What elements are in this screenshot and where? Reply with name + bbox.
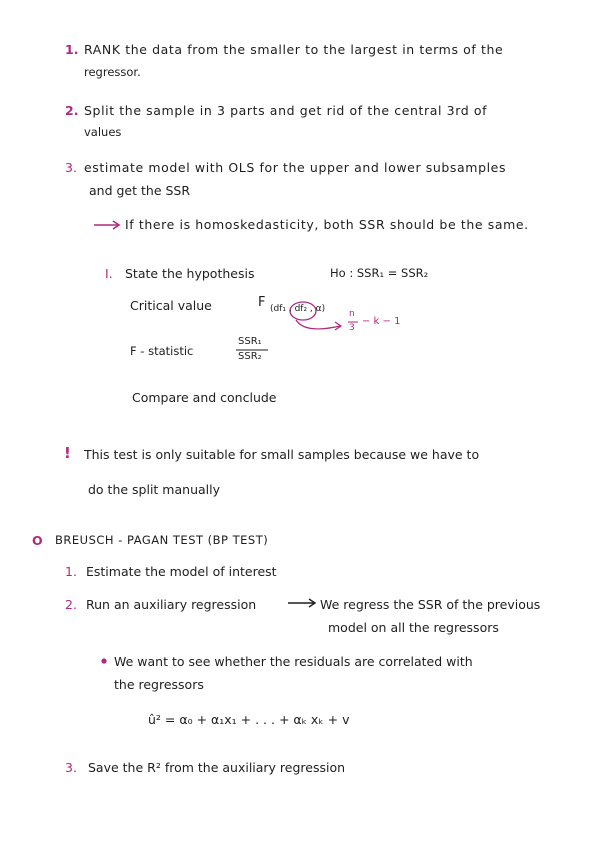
step-number: 1. <box>65 42 79 57</box>
f-symbol: F <box>258 295 266 310</box>
homoskedasticity-note: If there is homoskedasticity, both SSR should be the same. <box>125 217 529 232</box>
step2-line1: Split the sample in 3 parts and get rid of the central 3rd of <box>84 103 488 118</box>
step3-line2: and get the SSR <box>89 183 191 198</box>
step-number: 2. <box>65 103 79 118</box>
df-note-numerator: n <box>349 309 355 319</box>
fraction-denominator: SSR₂ <box>238 351 262 362</box>
bp-test-title: BREUSCH - PAGAN TEST (BP TEST) <box>55 533 269 547</box>
bullet-line1: We want to see whether the residuals are correlated with <box>114 654 473 669</box>
step-number: 3. <box>65 160 77 175</box>
state-hypothesis: State the hypothesis <box>125 266 255 281</box>
step1-line2: regressor. <box>84 65 141 79</box>
warning-icon: ! <box>64 444 71 462</box>
fraction-numerator: SSR₁ <box>238 336 262 347</box>
bp-step2-explanation-line1: We regress the SSR of the previous <box>320 597 541 612</box>
null-hypothesis: Ho : SSR₁ = SSR₂ <box>330 266 429 280</box>
bp-step2-explanation-line2: model on all the regressors <box>328 620 499 635</box>
step1-line1: RANK the data from the smaller to the largest in terms of the <box>84 42 504 57</box>
critical-value-label: Critical value <box>130 298 212 313</box>
auxiliary-equation: û² = α₀ + α₁x₁ + . . . + αₖ xₖ + v <box>148 712 350 727</box>
bp-step1: Estimate the model of interest <box>86 564 277 579</box>
bp-step2: Run an auxiliary regression <box>86 597 257 612</box>
roman-numeral: I. <box>105 266 113 281</box>
step2-line2: values <box>84 125 122 139</box>
compare-conclude: Compare and conclude <box>132 390 277 405</box>
bullet-dot-icon <box>101 658 106 663</box>
step3-line1: estimate model with OLS for the upper and lower subsamples <box>84 160 507 175</box>
section-bullet-icon: O <box>32 533 43 548</box>
step-number: 2. <box>65 597 77 612</box>
step-number: 3. <box>65 760 77 775</box>
df-note-rest: − k − 1 <box>362 316 401 327</box>
bullet-line2: the regressors <box>114 677 204 692</box>
bp-step3: Save the R² from the auxiliary regression <box>88 760 346 775</box>
warning-line1: This test is only suitable for small samples because we have to <box>84 447 480 462</box>
f-statistic-label: F - statistic <box>130 344 194 358</box>
df-note-denominator: 3 <box>349 323 355 333</box>
warning-line2: do the split manually <box>88 482 220 497</box>
df-curve-arrow-icon <box>296 320 340 329</box>
step-number: 1. <box>65 564 77 579</box>
f-degrees-of-freedom: (df₁ , df₂ , α) <box>270 304 326 314</box>
